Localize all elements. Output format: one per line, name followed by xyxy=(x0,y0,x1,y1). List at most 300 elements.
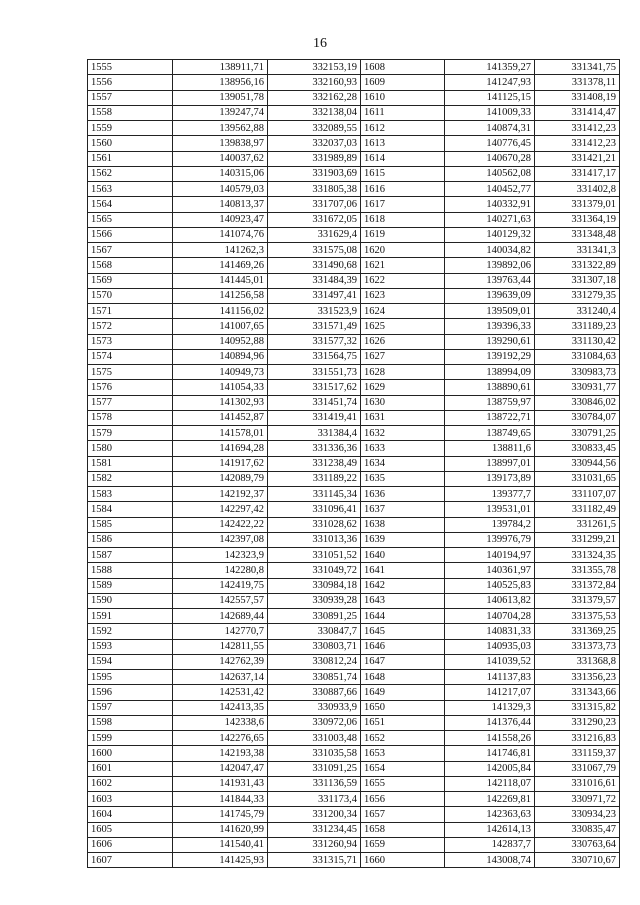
point-number-cell: 1606 xyxy=(88,837,173,852)
x-coordinate-cell: 140562,08 xyxy=(445,166,535,181)
x-coordinate-cell: 141452,87 xyxy=(173,410,268,425)
point-number-cell: 1600 xyxy=(88,746,173,761)
point-number-cell: 1567 xyxy=(88,243,173,258)
table-row xyxy=(88,502,620,517)
point-number-cell: 1621 xyxy=(361,258,445,273)
point-number-cell: 1639 xyxy=(361,532,445,547)
y-coordinate-cell: 332138,04 xyxy=(268,105,361,120)
point-number-cell: 1630 xyxy=(361,395,445,410)
y-coordinate-cell: 330710,67 xyxy=(535,853,620,868)
y-coordinate-cell: 331571,49 xyxy=(268,319,361,334)
x-coordinate-cell: 139396,33 xyxy=(445,319,535,334)
y-coordinate-cell: 331341,3 xyxy=(535,243,620,258)
point-number-cell: 1657 xyxy=(361,807,445,822)
x-coordinate-cell: 139784,2 xyxy=(445,517,535,532)
x-coordinate-cell: 141917,62 xyxy=(173,456,268,471)
table-row xyxy=(88,776,620,791)
y-coordinate-cell: 331341,75 xyxy=(535,60,620,75)
table-row xyxy=(88,304,620,319)
table-row xyxy=(88,456,620,471)
y-coordinate-cell: 330851,74 xyxy=(268,670,361,685)
x-coordinate-cell: 141425,93 xyxy=(173,853,268,868)
y-coordinate-cell: 331379,01 xyxy=(535,197,620,212)
point-number-cell: 1617 xyxy=(361,197,445,212)
point-number-cell: 1641 xyxy=(361,563,445,578)
point-number-cell: 1611 xyxy=(361,105,445,120)
x-coordinate-cell: 139247,74 xyxy=(173,105,268,120)
x-coordinate-cell: 141217,07 xyxy=(445,685,535,700)
point-number-cell: 1596 xyxy=(88,685,173,700)
point-number-cell: 1556 xyxy=(88,75,173,90)
table-row xyxy=(88,227,620,242)
x-coordinate-cell: 140315,06 xyxy=(173,166,268,181)
y-coordinate-cell: 330887,66 xyxy=(268,685,361,700)
y-coordinate-cell: 331003,48 xyxy=(268,731,361,746)
y-coordinate-cell: 331372,84 xyxy=(535,578,620,593)
table-row xyxy=(88,395,620,410)
y-coordinate-cell: 331031,65 xyxy=(535,471,620,486)
point-number-cell: 1601 xyxy=(88,761,173,776)
y-coordinate-cell: 331315,82 xyxy=(535,700,620,715)
point-number-cell: 1642 xyxy=(361,578,445,593)
point-number-cell: 1620 xyxy=(361,243,445,258)
point-number-cell: 1557 xyxy=(88,90,173,105)
point-number-cell: 1564 xyxy=(88,197,173,212)
y-coordinate-cell: 331240,4 xyxy=(535,304,620,319)
x-coordinate-cell: 142531,42 xyxy=(173,685,268,700)
point-number-cell: 1569 xyxy=(88,273,173,288)
y-coordinate-cell: 331523,9 xyxy=(268,304,361,319)
y-coordinate-cell: 331412,23 xyxy=(535,136,620,151)
point-number-cell: 1602 xyxy=(88,776,173,791)
x-coordinate-cell: 142837,7 xyxy=(445,837,535,852)
y-coordinate-cell: 331490,68 xyxy=(268,258,361,273)
page-number: 16 xyxy=(313,36,327,51)
table-row xyxy=(88,243,620,258)
table-row xyxy=(88,792,620,807)
x-coordinate-cell: 141262,3 xyxy=(173,243,268,258)
y-coordinate-cell: 331189,22 xyxy=(268,471,361,486)
y-coordinate-cell: 331564,75 xyxy=(268,349,361,364)
x-coordinate-cell: 141039,52 xyxy=(445,654,535,669)
point-number-cell: 1590 xyxy=(88,593,173,608)
x-coordinate-cell: 141540,41 xyxy=(173,837,268,852)
table-row xyxy=(88,90,620,105)
y-coordinate-cell: 331369,25 xyxy=(535,624,620,639)
table-row xyxy=(88,639,620,654)
x-coordinate-cell: 142118,07 xyxy=(445,776,535,791)
point-number-cell: 1555 xyxy=(88,60,173,75)
coordinates-table xyxy=(87,59,620,868)
point-number-cell: 1575 xyxy=(88,365,173,380)
y-coordinate-cell: 331159,37 xyxy=(535,746,620,761)
x-coordinate-cell: 140037,62 xyxy=(173,151,268,166)
y-coordinate-cell: 330934,23 xyxy=(535,807,620,822)
table-row xyxy=(88,121,620,136)
x-coordinate-cell: 140704,28 xyxy=(445,609,535,624)
x-coordinate-cell: 141746,81 xyxy=(445,746,535,761)
y-coordinate-cell: 331013,36 xyxy=(268,532,361,547)
x-coordinate-cell: 141247,93 xyxy=(445,75,535,90)
y-coordinate-cell: 331343,66 xyxy=(535,685,620,700)
y-coordinate-cell: 331182,49 xyxy=(535,502,620,517)
x-coordinate-cell: 141745,79 xyxy=(173,807,268,822)
x-coordinate-cell: 141137,83 xyxy=(445,670,535,685)
y-coordinate-cell: 330983,73 xyxy=(535,365,620,380)
point-number-cell: 1618 xyxy=(361,212,445,227)
x-coordinate-cell: 140579,03 xyxy=(173,182,268,197)
x-coordinate-cell: 138997,01 xyxy=(445,456,535,471)
y-coordinate-cell: 331028,62 xyxy=(268,517,361,532)
y-coordinate-cell: 331049,72 xyxy=(268,563,361,578)
y-coordinate-cell: 331016,61 xyxy=(535,776,620,791)
table-row xyxy=(88,624,620,639)
table-row xyxy=(88,487,620,502)
table-row xyxy=(88,532,620,547)
point-number-cell: 1581 xyxy=(88,456,173,471)
point-number-cell: 1579 xyxy=(88,426,173,441)
point-number-cell: 1587 xyxy=(88,548,173,563)
y-coordinate-cell: 331261,5 xyxy=(535,517,620,532)
point-number-cell: 1597 xyxy=(88,700,173,715)
point-number-cell: 1625 xyxy=(361,319,445,334)
y-coordinate-cell: 331414,47 xyxy=(535,105,620,120)
x-coordinate-cell: 142413,35 xyxy=(173,700,268,715)
x-coordinate-cell: 139562,88 xyxy=(173,121,268,136)
y-coordinate-cell: 332153,19 xyxy=(268,60,361,75)
y-coordinate-cell: 331260,94 xyxy=(268,837,361,852)
point-number-cell: 1583 xyxy=(88,487,173,502)
y-coordinate-cell: 331216,83 xyxy=(535,731,620,746)
table-row xyxy=(88,853,620,868)
y-coordinate-cell: 331307,18 xyxy=(535,273,620,288)
y-coordinate-cell: 330847,7 xyxy=(268,624,361,639)
x-coordinate-cell: 141620,99 xyxy=(173,822,268,837)
x-coordinate-cell: 143008,74 xyxy=(445,853,535,868)
table-row xyxy=(88,288,620,303)
point-number-cell: 1655 xyxy=(361,776,445,791)
x-coordinate-cell: 140129,32 xyxy=(445,227,535,242)
table-row xyxy=(88,365,620,380)
y-coordinate-cell: 331421,21 xyxy=(535,151,620,166)
table-row xyxy=(88,258,620,273)
y-coordinate-cell: 331290,23 xyxy=(535,715,620,730)
y-coordinate-cell: 331373,73 xyxy=(535,639,620,654)
x-coordinate-cell: 142811,55 xyxy=(173,639,268,654)
point-number-cell: 1592 xyxy=(88,624,173,639)
y-coordinate-cell: 331517,62 xyxy=(268,380,361,395)
point-number-cell: 1659 xyxy=(361,837,445,852)
y-coordinate-cell: 331629,4 xyxy=(268,227,361,242)
point-number-cell: 1594 xyxy=(88,654,173,669)
y-coordinate-cell: 331324,35 xyxy=(535,548,620,563)
x-coordinate-cell: 140361,97 xyxy=(445,563,535,578)
point-number-cell: 1649 xyxy=(361,685,445,700)
point-number-cell: 1645 xyxy=(361,624,445,639)
y-coordinate-cell: 332160,93 xyxy=(268,75,361,90)
y-coordinate-cell: 331707,06 xyxy=(268,197,361,212)
table-row xyxy=(88,837,620,852)
x-coordinate-cell: 140670,28 xyxy=(445,151,535,166)
y-coordinate-cell: 330933,9 xyxy=(268,700,361,715)
x-coordinate-cell: 138749,65 xyxy=(445,426,535,441)
point-number-cell: 1582 xyxy=(88,471,173,486)
y-coordinate-cell: 330833,45 xyxy=(535,441,620,456)
point-number-cell: 1629 xyxy=(361,380,445,395)
point-number-cell: 1610 xyxy=(361,90,445,105)
table-row xyxy=(88,426,620,441)
x-coordinate-cell: 141156,02 xyxy=(173,304,268,319)
table-row xyxy=(88,166,620,181)
y-coordinate-cell: 331408,19 xyxy=(535,90,620,105)
y-coordinate-cell: 331189,23 xyxy=(535,319,620,334)
point-number-cell: 1584 xyxy=(88,502,173,517)
y-coordinate-cell: 330944,56 xyxy=(535,456,620,471)
y-coordinate-cell: 331364,19 xyxy=(535,212,620,227)
point-number-cell: 1562 xyxy=(88,166,173,181)
y-coordinate-cell: 331903,69 xyxy=(268,166,361,181)
x-coordinate-cell: 138759,97 xyxy=(445,395,535,410)
x-coordinate-cell: 142269,81 xyxy=(445,792,535,807)
x-coordinate-cell: 140332,91 xyxy=(445,197,535,212)
x-coordinate-cell: 141469,26 xyxy=(173,258,268,273)
y-coordinate-cell: 331234,45 xyxy=(268,822,361,837)
table-row xyxy=(88,731,620,746)
point-number-cell: 1571 xyxy=(88,304,173,319)
x-coordinate-cell: 139892,06 xyxy=(445,258,535,273)
point-number-cell: 1616 xyxy=(361,182,445,197)
point-number-cell: 1580 xyxy=(88,441,173,456)
x-coordinate-cell: 138911,71 xyxy=(173,60,268,75)
point-number-cell: 1586 xyxy=(88,532,173,547)
table-row xyxy=(88,151,620,166)
x-coordinate-cell: 139290,61 xyxy=(445,334,535,349)
y-coordinate-cell: 331279,35 xyxy=(535,288,620,303)
point-number-cell: 1653 xyxy=(361,746,445,761)
x-coordinate-cell: 141558,26 xyxy=(445,731,535,746)
x-coordinate-cell: 141844,33 xyxy=(173,792,268,807)
table-row xyxy=(88,212,620,227)
point-number-cell: 1563 xyxy=(88,182,173,197)
point-number-cell: 1648 xyxy=(361,670,445,685)
point-number-cell: 1650 xyxy=(361,700,445,715)
point-number-cell: 1636 xyxy=(361,487,445,502)
table-row xyxy=(88,471,620,486)
x-coordinate-cell: 139509,01 xyxy=(445,304,535,319)
table-row xyxy=(88,670,620,685)
x-coordinate-cell: 141376,44 xyxy=(445,715,535,730)
x-coordinate-cell: 142363,63 xyxy=(445,807,535,822)
point-number-cell: 1559 xyxy=(88,121,173,136)
point-number-cell: 1614 xyxy=(361,151,445,166)
y-coordinate-cell: 331384,4 xyxy=(268,426,361,441)
x-coordinate-cell: 140923,47 xyxy=(173,212,268,227)
table-row xyxy=(88,685,620,700)
x-coordinate-cell: 142192,37 xyxy=(173,487,268,502)
y-coordinate-cell: 331091,25 xyxy=(268,761,361,776)
point-number-cell: 1577 xyxy=(88,395,173,410)
point-number-cell: 1589 xyxy=(88,578,173,593)
y-coordinate-cell: 330971,72 xyxy=(535,792,620,807)
point-number-cell: 1591 xyxy=(88,609,173,624)
coordinates-table-body xyxy=(88,60,620,868)
x-coordinate-cell: 139763,44 xyxy=(445,273,535,288)
y-coordinate-cell: 330846,02 xyxy=(535,395,620,410)
table-row xyxy=(88,593,620,608)
x-coordinate-cell: 139173,89 xyxy=(445,471,535,486)
point-number-cell: 1635 xyxy=(361,471,445,486)
x-coordinate-cell: 138811,6 xyxy=(445,441,535,456)
point-number-cell: 1619 xyxy=(361,227,445,242)
table-row xyxy=(88,136,620,151)
point-number-cell: 1647 xyxy=(361,654,445,669)
point-number-cell: 1608 xyxy=(361,60,445,75)
point-number-cell: 1612 xyxy=(361,121,445,136)
table-row xyxy=(88,349,620,364)
y-coordinate-cell: 331348,48 xyxy=(535,227,620,242)
x-coordinate-cell: 141054,33 xyxy=(173,380,268,395)
x-coordinate-cell: 139531,01 xyxy=(445,502,535,517)
x-coordinate-cell: 140949,73 xyxy=(173,365,268,380)
x-coordinate-cell: 142397,08 xyxy=(173,532,268,547)
x-coordinate-cell: 142614,13 xyxy=(445,822,535,837)
y-coordinate-cell: 330891,25 xyxy=(268,609,361,624)
x-coordinate-cell: 141931,43 xyxy=(173,776,268,791)
point-number-cell: 1574 xyxy=(88,349,173,364)
point-number-cell: 1576 xyxy=(88,380,173,395)
point-number-cell: 1561 xyxy=(88,151,173,166)
x-coordinate-cell: 139838,97 xyxy=(173,136,268,151)
y-coordinate-cell: 331035,58 xyxy=(268,746,361,761)
x-coordinate-cell: 141694,28 xyxy=(173,441,268,456)
table-row xyxy=(88,441,620,456)
table-row xyxy=(88,563,620,578)
table-row xyxy=(88,654,620,669)
x-coordinate-cell: 142193,38 xyxy=(173,746,268,761)
y-coordinate-cell: 330763,64 xyxy=(535,837,620,852)
point-number-cell: 1624 xyxy=(361,304,445,319)
point-number-cell: 1627 xyxy=(361,349,445,364)
x-coordinate-cell: 140525,83 xyxy=(445,578,535,593)
table-row xyxy=(88,273,620,288)
y-coordinate-cell: 332037,03 xyxy=(268,136,361,151)
table-row xyxy=(88,334,620,349)
y-coordinate-cell: 330984,18 xyxy=(268,578,361,593)
x-coordinate-cell: 142323,9 xyxy=(173,548,268,563)
point-number-cell: 1623 xyxy=(361,288,445,303)
point-number-cell: 1568 xyxy=(88,258,173,273)
point-number-cell: 1632 xyxy=(361,426,445,441)
point-number-cell: 1628 xyxy=(361,365,445,380)
table-row xyxy=(88,715,620,730)
y-coordinate-cell: 331451,74 xyxy=(268,395,361,410)
point-number-cell: 1598 xyxy=(88,715,173,730)
y-coordinate-cell: 331402,8 xyxy=(535,182,620,197)
point-number-cell: 1607 xyxy=(88,853,173,868)
point-number-cell: 1638 xyxy=(361,517,445,532)
table-row xyxy=(88,105,620,120)
point-number-cell: 1643 xyxy=(361,593,445,608)
y-coordinate-cell: 331067,79 xyxy=(535,761,620,776)
point-number-cell: 1595 xyxy=(88,670,173,685)
point-number-cell: 1604 xyxy=(88,807,173,822)
x-coordinate-cell: 142770,7 xyxy=(173,624,268,639)
y-coordinate-cell: 331322,89 xyxy=(535,258,620,273)
point-number-cell: 1658 xyxy=(361,822,445,837)
y-coordinate-cell: 331575,08 xyxy=(268,243,361,258)
point-number-cell: 1633 xyxy=(361,441,445,456)
y-coordinate-cell: 331096,41 xyxy=(268,502,361,517)
table-row xyxy=(88,517,620,532)
table-row xyxy=(88,700,620,715)
x-coordinate-cell: 138890,61 xyxy=(445,380,535,395)
point-number-cell: 1644 xyxy=(361,609,445,624)
point-number-cell: 1651 xyxy=(361,715,445,730)
x-coordinate-cell: 140831,33 xyxy=(445,624,535,639)
y-coordinate-cell: 331484,39 xyxy=(268,273,361,288)
table-row xyxy=(88,60,620,75)
y-coordinate-cell: 331051,52 xyxy=(268,548,361,563)
table-row xyxy=(88,319,620,334)
point-number-cell: 1560 xyxy=(88,136,173,151)
y-coordinate-cell: 331355,78 xyxy=(535,563,620,578)
y-coordinate-cell: 331107,07 xyxy=(535,487,620,502)
x-coordinate-cell: 139976,79 xyxy=(445,532,535,547)
x-coordinate-cell: 140776,45 xyxy=(445,136,535,151)
point-number-cell: 1565 xyxy=(88,212,173,227)
y-coordinate-cell: 331551,73 xyxy=(268,365,361,380)
x-coordinate-cell: 140874,31 xyxy=(445,121,535,136)
y-coordinate-cell: 330791,25 xyxy=(535,426,620,441)
y-coordinate-cell: 332089,55 xyxy=(268,121,361,136)
x-coordinate-cell: 141009,33 xyxy=(445,105,535,120)
x-coordinate-cell: 142276,65 xyxy=(173,731,268,746)
y-coordinate-cell: 331989,89 xyxy=(268,151,361,166)
x-coordinate-cell: 142297,42 xyxy=(173,502,268,517)
table-row xyxy=(88,746,620,761)
y-coordinate-cell: 331130,42 xyxy=(535,334,620,349)
table-row xyxy=(88,548,620,563)
x-coordinate-cell: 141445,01 xyxy=(173,273,268,288)
x-coordinate-cell: 141074,76 xyxy=(173,227,268,242)
y-coordinate-cell: 330784,07 xyxy=(535,410,620,425)
x-coordinate-cell: 141125,15 xyxy=(445,90,535,105)
y-coordinate-cell: 331084,63 xyxy=(535,349,620,364)
x-coordinate-cell: 142419,75 xyxy=(173,578,268,593)
point-number-cell: 1570 xyxy=(88,288,173,303)
point-number-cell: 1654 xyxy=(361,761,445,776)
point-number-cell: 1646 xyxy=(361,639,445,654)
point-number-cell: 1613 xyxy=(361,136,445,151)
y-coordinate-cell: 331200,34 xyxy=(268,807,361,822)
y-coordinate-cell: 332162,28 xyxy=(268,90,361,105)
y-coordinate-cell: 331379,57 xyxy=(535,593,620,608)
table-row xyxy=(88,380,620,395)
x-coordinate-cell: 142005,84 xyxy=(445,761,535,776)
point-number-cell: 1578 xyxy=(88,410,173,425)
x-coordinate-cell: 141302,93 xyxy=(173,395,268,410)
point-number-cell: 1637 xyxy=(361,502,445,517)
x-coordinate-cell: 140034,82 xyxy=(445,243,535,258)
x-coordinate-cell: 138722,71 xyxy=(445,410,535,425)
y-coordinate-cell: 331497,41 xyxy=(268,288,361,303)
x-coordinate-cell: 140194,97 xyxy=(445,548,535,563)
x-coordinate-cell: 139639,09 xyxy=(445,288,535,303)
x-coordinate-cell: 141256,58 xyxy=(173,288,268,303)
x-coordinate-cell: 141578,01 xyxy=(173,426,268,441)
x-coordinate-cell: 142089,79 xyxy=(173,471,268,486)
table-row xyxy=(88,578,620,593)
